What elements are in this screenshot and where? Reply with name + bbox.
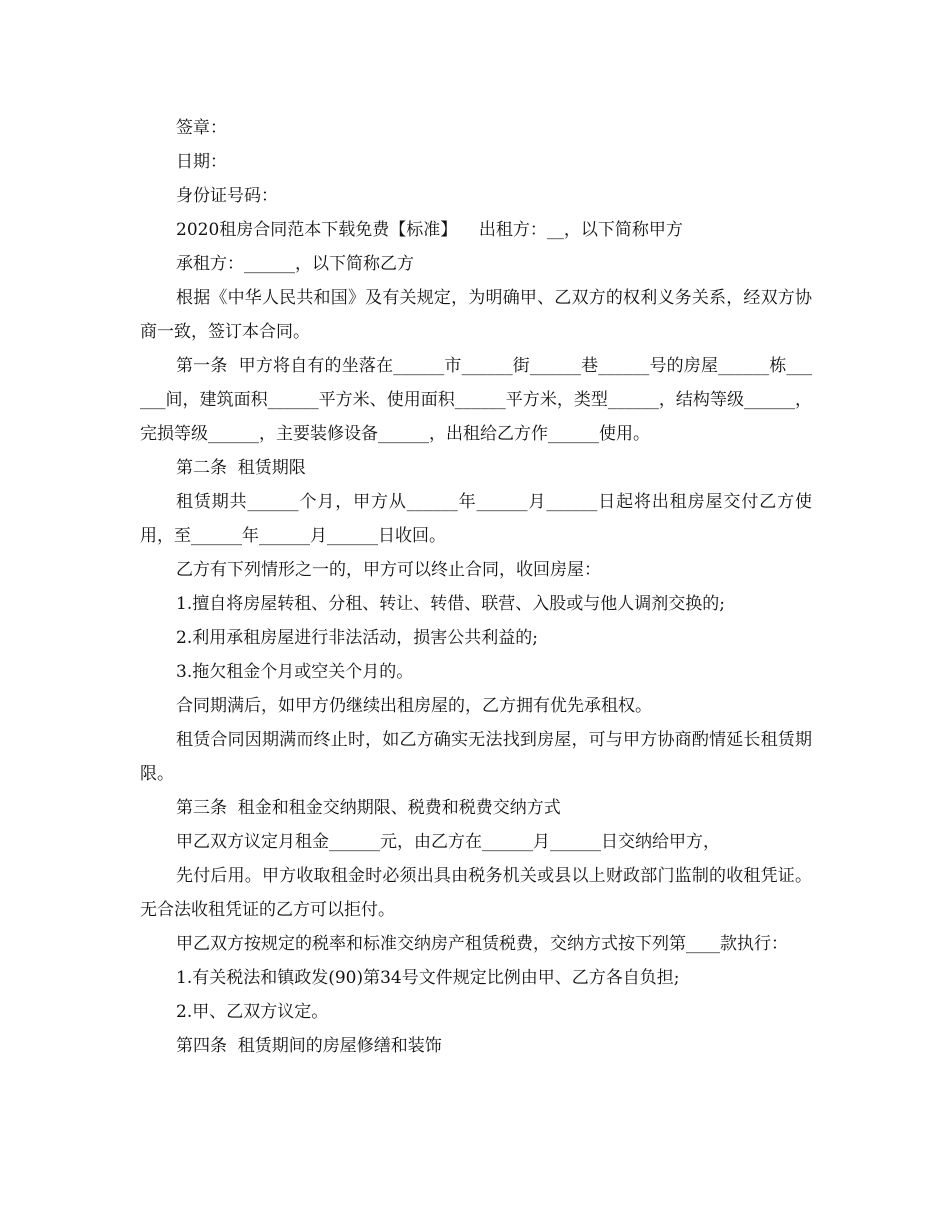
lease-term-paragraph: 租赁期共______个月，甲方从______年______月______日起将出租房屋交付乙方使用，至______年______月______日收回。 — [140, 492, 812, 546]
renewal-priority-paragraph: 合同期满后，如甲方仍继续出租房屋的，乙方拥有优先承租权。 — [176, 696, 652, 716]
document-body — [140, 111, 812, 1063]
preamble-paragraph: 根据《中华人民共和国》及有关规定，为明确甲、乙双方的权利义务关系，经双方协商一致，签订本合同。 — [140, 288, 812, 342]
termination-item-2: 2.利用承租房屋进行非法活动，损害公共利益的; — [176, 628, 538, 648]
rent-amount-paragraph: 甲乙双方议定月租金______元，由乙方在______月______日交纳给甲方， — [176, 832, 720, 852]
article-3-heading: 第三条 租金和租金交纳期限、税费和税费交纳方式 — [176, 798, 561, 818]
signature-line: 签章： — [176, 118, 227, 138]
date-line: 日期： — [176, 152, 227, 172]
termination-item-3: 3.拖欠租金个月或空关个月的。 — [176, 662, 414, 682]
article-1-paragraph: 第一条 甲方将自有的坐落在______市______街______巷______号的房屋______栋______间，建筑面积______平方米、使用面积______平方米，类型______，结构等级______，完损等级______，主要装修设备______，出租给乙方作______使用。 — [140, 356, 812, 444]
id-number-line: 身份证号码： — [176, 186, 278, 206]
tax-method-paragraph: 甲乙双方按规定的税率和标准交纳房产租赁税费，交纳方式按下列第____款执行： — [176, 934, 788, 954]
extension-paragraph: 租赁合同因期满而终止时，如乙方确实无法找到房屋，可与甲方协商酌情延长租赁期限。 — [140, 730, 812, 784]
termination-item-1: 1.擅自将房屋转租、分租、转让、转借、联营、入股或与他人调剂交换的; — [176, 594, 725, 614]
article-2-heading: 第二条 租赁期限 — [176, 458, 306, 478]
tax-item-1: 1.有关税法和镇政发(90)第34号文件规定比例由甲、乙方各自负担; — [176, 968, 680, 988]
contract-title-lessor-line: 2020租房合同范本下载免费【标准】 出租方：__，以下简称甲方 — [176, 220, 683, 240]
tax-item-2: 2.甲、乙双方议定。 — [176, 1002, 329, 1022]
rent-receipt-paragraph: 先付后用。甲方收取租金时必须出具由税务机关或县以上财政部门监制的收租凭证。无合法收租凭证的乙方可以拒付。 — [140, 866, 812, 920]
article-4-heading: 第四条 租赁期间的房屋修缮和装饰 — [176, 1036, 442, 1056]
termination-intro: 乙方有下列情形之一的，甲方可以终止合同，收回房屋： — [176, 560, 601, 580]
lessee-line: 承租方：______，以下简称乙方 — [176, 254, 414, 274]
